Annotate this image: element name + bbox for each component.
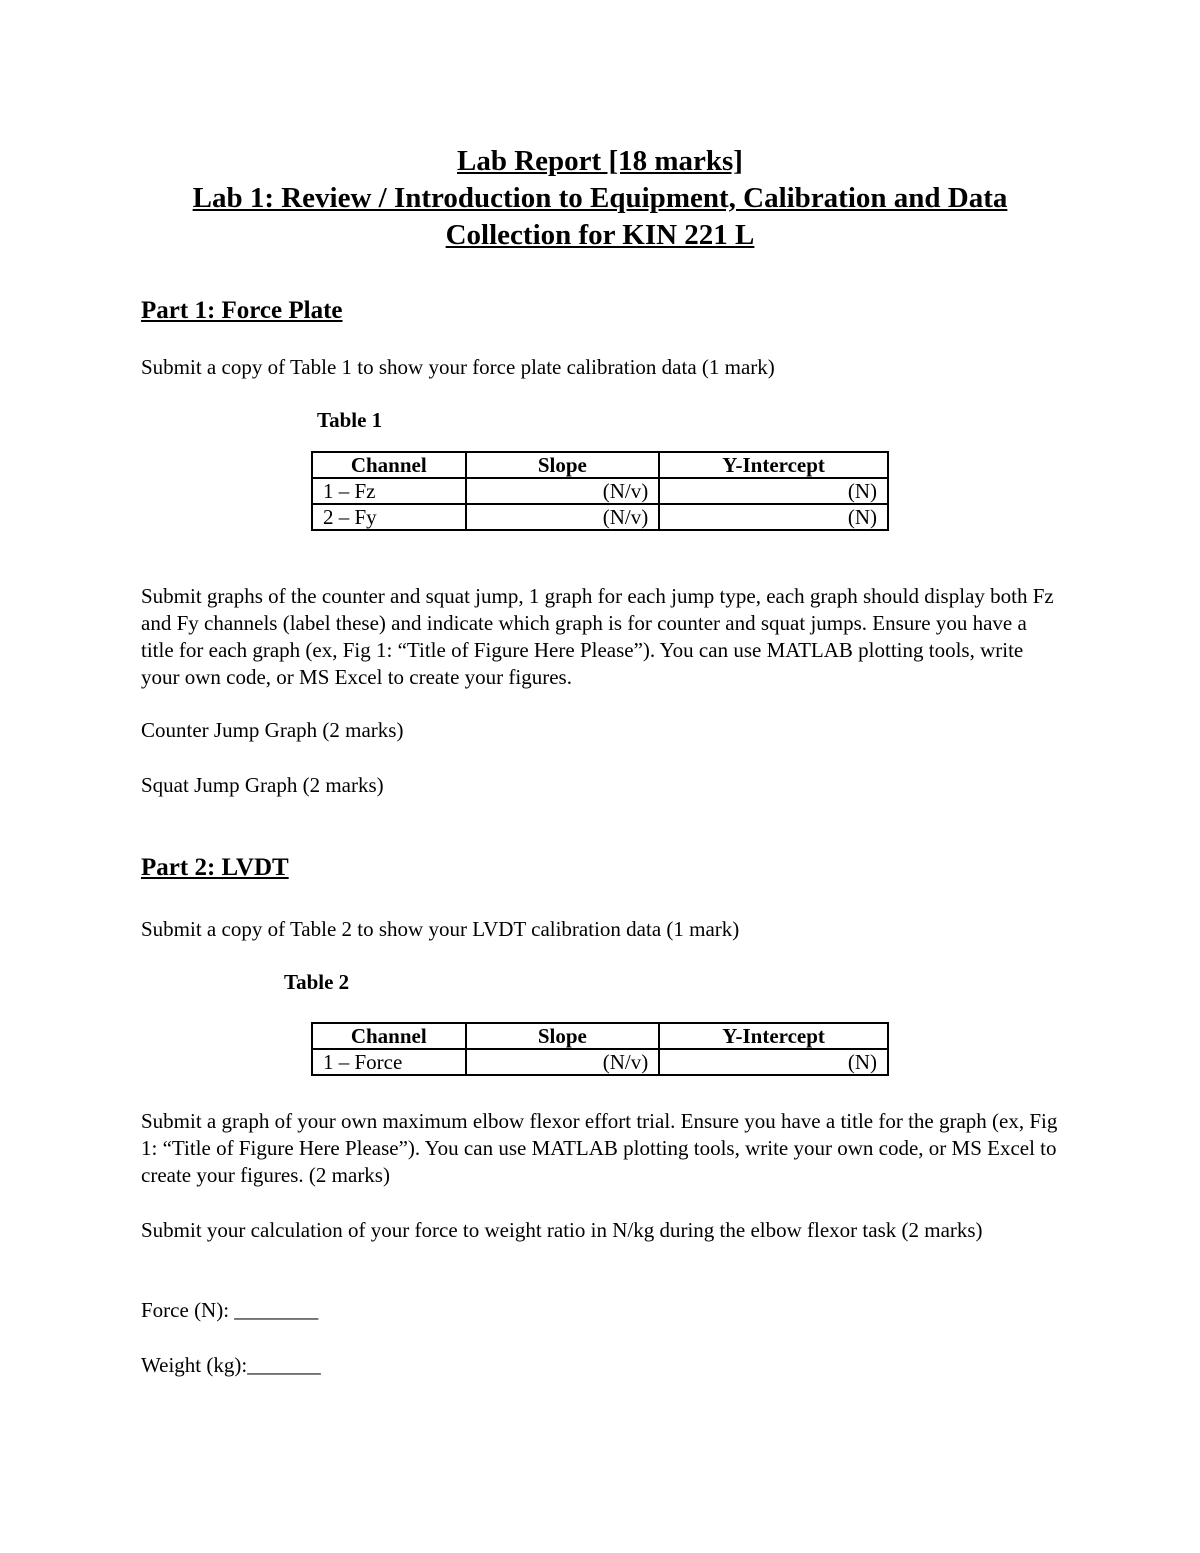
part1-intro: Submit a copy of Table 1 to show your force plate calibration data (1 mark)	[141, 355, 775, 379]
part2-heading: Part 2: LVDT	[141, 854, 289, 881]
table1-header-channel: Channel	[312, 452, 466, 478]
table2-label: Table 2	[284, 970, 350, 994]
table2	[311, 1022, 889, 1076]
table-row	[312, 478, 888, 504]
part2-intro: Submit a copy of Table 2 to show your LVDT calibration data (1 mark)	[141, 917, 740, 941]
table1-header-slope: Slope	[466, 452, 660, 478]
table1-cell-intercept: (N)	[659, 478, 888, 504]
part2-graph-instructions: Submit a graph of your own maximum elbow flexor effort trial. Ensure you have a title for the graph (ex, Fig 1: “Title of Figure Here Please”). You can use MATLAB plotting tools, write your own code, or MS Excel to create your figures. (2 marks)	[141, 1109, 1058, 1187]
report-title: Lab Report [18 marks]	[457, 145, 743, 177]
table1-cell-channel: 2 – Fy	[312, 504, 466, 530]
lab-title-continued: Collection for KIN 221 L	[445, 219, 755, 251]
table1-cell-intercept: (N)	[659, 504, 888, 530]
table1	[311, 451, 889, 531]
table-row	[312, 504, 888, 530]
table2-header-slope: Slope	[466, 1023, 660, 1049]
table-row	[312, 1049, 888, 1075]
table2-header-intercept: Y-Intercept	[659, 1023, 888, 1049]
table1-cell-slope: (N/v)	[466, 504, 660, 530]
force-blank-line: Force (N): ________	[141, 1298, 319, 1322]
table1-cell-slope: (N/v)	[466, 478, 660, 504]
table2-header-channel: Channel	[312, 1023, 466, 1049]
squat-jump-graph-item: Squat Jump Graph (2 marks)	[141, 773, 384, 797]
force-weight-ratio-instructions: Submit your calculation of your force to weight ratio in N/kg during the elbow flexor task (2 marks)	[141, 1218, 983, 1242]
part1-graphs-instructions: Submit graphs of the counter and squat jump, 1 graph for each jump type, each graph should display both Fz and Fy channels (label these) and indicate which graph is for counter and squat jumps. Ensure you have a title for each graph (ex, Fig 1: “Title of Figure Here Please”). You can use MATLAB plotting tools, write your own code, or MS Excel to create your figures.	[141, 584, 1054, 689]
lab-title: Lab 1: Review / Introduction to Equipment, Calibration and Data	[192, 182, 1008, 214]
table1-header-intercept: Y-Intercept	[659, 452, 888, 478]
table1-label: Table 1	[317, 408, 383, 432]
counter-jump-graph-item: Counter Jump Graph (2 marks)	[141, 718, 404, 742]
weight-blank-line: Weight (kg):_______	[141, 1353, 321, 1377]
table1-cell-channel: 1 – Fz	[312, 478, 466, 504]
part1-heading: Part 1: Force Plate	[141, 297, 343, 324]
table2-cell-intercept: (N)	[659, 1049, 888, 1075]
table2-header-row	[312, 1023, 888, 1049]
table2-cell-slope: (N/v)	[466, 1049, 660, 1075]
table2-cell-channel: 1 – Force	[312, 1049, 466, 1075]
table1-header-row	[312, 452, 888, 478]
